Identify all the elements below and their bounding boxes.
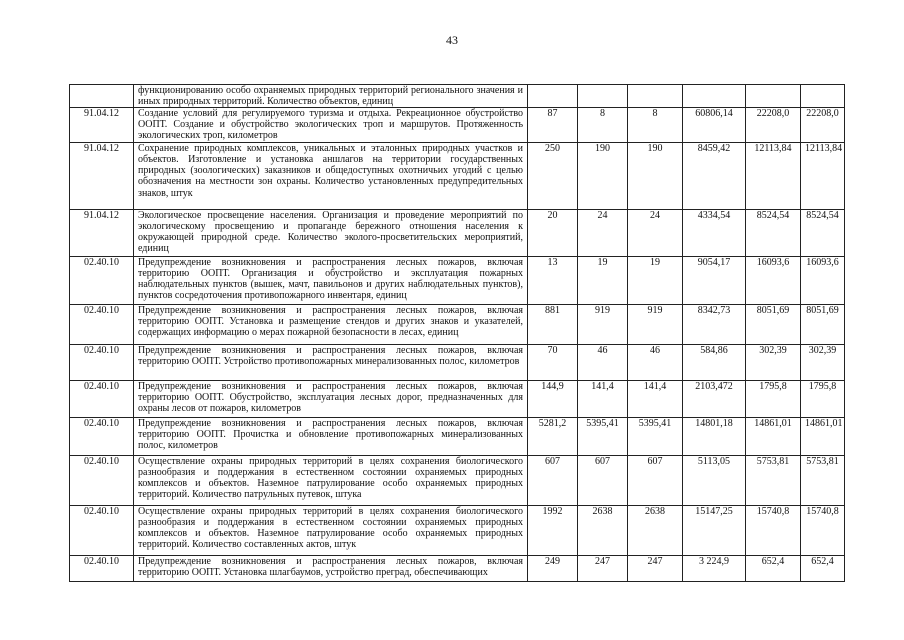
activity-code: 02.40.10 (70, 418, 134, 456)
value-cell: 22208,0 (746, 108, 801, 143)
page-number: 43 (446, 33, 458, 47)
activity-description: Предупреждение возникновения и распространения лесных пожаров, включая территорию ООПТ. Установка шлагбаумов, устройство преград, обеспечивающих (134, 556, 528, 582)
table-row (70, 556, 845, 582)
activity-code: 02.40.10 (70, 456, 134, 506)
table-row (70, 305, 845, 345)
activity-code: 02.40.10 (70, 345, 134, 381)
value-cell: 5281,2 (528, 418, 578, 456)
activity-code: 02.40.10 (70, 556, 134, 582)
value-cell: 5395,41 (628, 418, 683, 456)
value-cell: 919 (578, 305, 628, 345)
activity-description: Предупреждение возникновения и распространения лесных пожаров, включая территорию ООПТ. Устройство противопожарных минерализованных полос, километров (134, 345, 528, 381)
value-cell: 250 (528, 143, 578, 210)
activity-code: 91.04.12 (70, 108, 134, 143)
value-cell (628, 85, 683, 108)
value-cell: 141,4 (578, 381, 628, 418)
table-row (70, 257, 845, 305)
activity-description: Осуществление охраны природных территорий в целях сохранения биологического разнообразия и поддержания в естественном состоянии охраняемых природных комплексов и объектов. Наземное патрулирование особо охраняемых природных территорий. Количество составленных актов, штук (134, 506, 528, 556)
value-cell: 8524,54 (746, 210, 801, 257)
activity-description: функционированию особо охраняемых природных территорий регионального значения и иных природных территорий. Количество объектов, единиц (134, 85, 528, 108)
value-cell (746, 85, 801, 108)
value-cell: 190 (628, 143, 683, 210)
value-cell: 1992 (528, 506, 578, 556)
value-cell: 2638 (628, 506, 683, 556)
activity-description: Предупреждение возникновения и распространения лесных пожаров, включая территорию ООПТ. Прочистка и обновление противопожарных минерализованных полос, километров (134, 418, 528, 456)
value-cell (528, 85, 578, 108)
value-cell (801, 85, 845, 108)
value-cell: 1795,8 (746, 381, 801, 418)
value-cell: 19 (578, 257, 628, 305)
value-cell: 19 (628, 257, 683, 305)
value-cell: 607 (628, 456, 683, 506)
value-cell: 584,86 (683, 345, 746, 381)
value-cell: 8459,42 (683, 143, 746, 210)
activity-code: 02.40.10 (70, 381, 134, 418)
value-cell: 607 (528, 456, 578, 506)
value-cell: 652,4 (801, 556, 845, 582)
value-cell: 22208,0 (801, 108, 845, 143)
value-cell: 12113,84 (746, 143, 801, 210)
value-cell: 20 (528, 210, 578, 257)
value-cell: 8342,73 (683, 305, 746, 345)
activity-code: 02.40.10 (70, 305, 134, 345)
value-cell: 9054,17 (683, 257, 746, 305)
activity-code (70, 85, 134, 108)
value-cell: 16093,6 (746, 257, 801, 305)
activity-description: Предупреждение возникновения и распространения лесных пожаров, включая территорию ООПТ. Организация и обустройство и эксплуатация пожарных наблюдательных пунктов (вышек, мачт, павильонов и других наблюдательных пунктов), пунктов сосредоточения противопожарного инвентаря, единиц (134, 257, 528, 305)
value-cell: 13 (528, 257, 578, 305)
value-cell: 15740,8 (801, 506, 845, 556)
value-cell: 2103,472 (683, 381, 746, 418)
value-cell: 12113,84 (801, 143, 845, 210)
value-cell: 24 (578, 210, 628, 257)
value-cell: 5395,41 (578, 418, 628, 456)
value-cell (683, 85, 746, 108)
value-cell: 249 (528, 556, 578, 582)
activity-description: Предупреждение возникновения и распространения лесных пожаров, включая территорию ООПТ. Установка и размещение стендов и других знаков и указателей, содержащих информацию о мерах пожарной безопасности в лесах, единиц (134, 305, 528, 345)
activity-description: Предупреждение возникновения и распространения лесных пожаров, включая территорию ООПТ. Обустройство, эксплуатация лесных дорог, предназначенных для охраны лесов от пожаров, километров (134, 381, 528, 418)
table-row (70, 381, 845, 418)
value-cell: 881 (528, 305, 578, 345)
value-cell: 247 (628, 556, 683, 582)
activity-description: Осуществление охраны природных территорий в целях сохранения биологического разнообразия и поддержания в естественном состоянии охраняемых природных комплексов и объектов. Наземное патрулирование особо охраняемых природных территорий. Количество патрульных путевок, штука (134, 456, 528, 506)
table-row (70, 506, 845, 556)
value-cell: 919 (628, 305, 683, 345)
value-cell: 16093,6 (801, 257, 845, 305)
activity-description: Сохранение природных комплексов, уникальных и эталонных природных участков и объектов. Изготовление и установка аншлагов на территории государственных природных (зоологических) заказников и общедоступных охотничьих угодий с целью обозначения на местности зон охраны. Количество установленных предупредительных знаков, штук (134, 143, 528, 210)
table-row (70, 345, 845, 381)
activity-code: 91.04.12 (70, 210, 134, 257)
value-cell: 15147,25 (683, 506, 746, 556)
activities-table (69, 84, 845, 582)
value-cell: 8 (578, 108, 628, 143)
value-cell: 4334,54 (683, 210, 746, 257)
value-cell: 2638 (578, 506, 628, 556)
table-row (70, 418, 845, 456)
value-cell: 3 224,9 (683, 556, 746, 582)
value-cell: 87 (528, 108, 578, 143)
activity-description: Экологическое просвещение населения. Организация и проведение мероприятий по экологическому просвещению и пропаганде бережного отношения населения к окружающей природной среде. Количество эколого-просветительских мероприятий, единиц (134, 210, 528, 257)
value-cell: 70 (528, 345, 578, 381)
value-cell: 652,4 (746, 556, 801, 582)
value-cell: 8 (628, 108, 683, 143)
activity-code: 02.40.10 (70, 506, 134, 556)
value-cell: 46 (578, 345, 628, 381)
value-cell: 24 (628, 210, 683, 257)
value-cell: 14861,01 (746, 418, 801, 456)
activity-code: 91.04.12 (70, 143, 134, 210)
value-cell: 144,9 (528, 381, 578, 418)
value-cell: 1795,8 (801, 381, 845, 418)
table-row (70, 143, 845, 210)
table-row (70, 108, 845, 143)
value-cell: 8051,69 (801, 305, 845, 345)
value-cell: 60806,14 (683, 108, 746, 143)
value-cell (578, 85, 628, 108)
table-row (70, 85, 845, 108)
table-row (70, 210, 845, 257)
activity-description: Создание условий для регулируемого туризма и отдыха. Рекреационное обустройство ООПТ. Создание и обустройство экологических троп и маршрутов. Протяженность экологических троп, километров (134, 108, 528, 143)
value-cell: 14861,01 (801, 418, 845, 456)
value-cell: 141,4 (628, 381, 683, 418)
value-cell: 607 (578, 456, 628, 506)
value-cell: 5753,81 (746, 456, 801, 506)
value-cell: 247 (578, 556, 628, 582)
value-cell: 5753,81 (801, 456, 845, 506)
value-cell: 5113,05 (683, 456, 746, 506)
value-cell: 14801,18 (683, 418, 746, 456)
activity-code: 02.40.10 (70, 257, 134, 305)
table-row (70, 456, 845, 506)
value-cell: 8051,69 (746, 305, 801, 345)
value-cell: 15740,8 (746, 506, 801, 556)
value-cell: 46 (628, 345, 683, 381)
value-cell: 302,39 (746, 345, 801, 381)
value-cell: 190 (578, 143, 628, 210)
value-cell: 302,39 (801, 345, 845, 381)
value-cell: 8524,54 (801, 210, 845, 257)
